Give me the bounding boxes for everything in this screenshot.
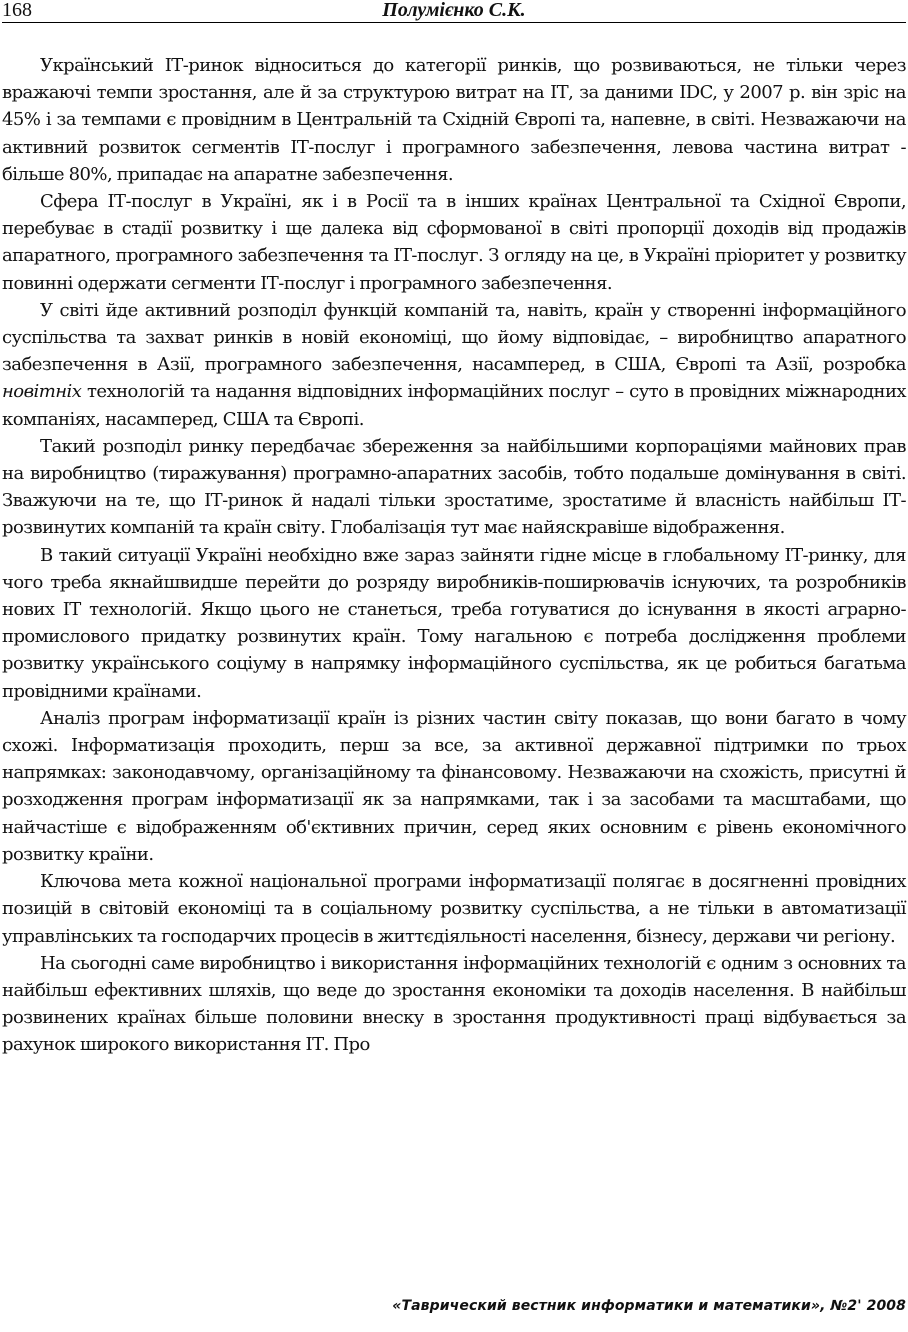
journal-footer: «Таврический вестник информатики и математики», №2' 2008: [392, 1298, 906, 1314]
paragraph-6: Аналіз програм інформатизації країн із різних частин світу показав, що вони багато в чому схожі. Інформатизація проходить, перш за все, за активної державної підтримки по трьох напрямках: законодавчому, організаційному та фінансовому. Незважаючи на схожість, присутні й розходження програм інформатизації як за напрямками, так і за засобами та масштабами, що найчастіше є відображенням об'єктивних причин, серед яких основним є рівень економічного розвитку країни.: [2, 707, 906, 865]
running-header: [2, 0, 906, 23]
author-name: Полумієнко С.К.: [382, 0, 526, 21]
paragraph-7: Ключова мета кожної національної програми інформатизації полягає в досягненні провідних позицій в світовій економіці та в соціальному розвитку суспільства, а не тільки в автоматизації управлінських та господарчих процесів в життєдіяльності населення, бізнесу, держави чи регіону.: [2, 871, 906, 947]
paragraph-3-emphasis: новітніх: [2, 381, 82, 403]
paragraph-3-text-after: технологій та надання відповідних інформаційних послуг – суто в провідних міжнародних компаніях, насамперед, США та Європі.: [2, 381, 906, 430]
paragraph-5: В такий ситуації Україні необхідно вже зараз зайняти гідне місце в глобальному ІТ-ринку, для чого треба якнайшвидше перейти до розряду виробників-поширювачів існуючих, та розробників нових ІТ технологій. Якщо цього не станеться, треба готуватися до існування в якості аграрно-промислового придатку розвинутих країн. Тому нагальною є потреба дослідження проблеми розвитку українського соціуму в напрямку інформаційного суспільства, як це робиться багатьма провідними країнами.: [2, 544, 906, 702]
article-body: [2, 52, 906, 1059]
paragraph-4: Такий розподіл ринку передбачає збереження за найбільшими корпораціями майнових прав на виробництво (тиражування) програмно-апаратних засобів, тобто подальше домінування в світі. Зважуючи на те, що ІТ-ринок й надалі тільки зростатиме, зростатиме й власність найбільш ІТ-розвинутих компаній та країн світу. Глобалізація тут має найяскравіше відображення.: [2, 435, 906, 539]
paragraph-1: Український ІТ-ринок відноситься до категорії ринків, що розвиваються, не тільки через вражаючі темпи зростання, але й за структурою витрат на ІТ, за даними IDC, у 2007 р. він зріс на 45% і за темпами є провідним в Центральній та Східній Європі та, напевне, в світі. Незважаючи на активний розвиток сегментів ІТ-послуг і програмного забезпечення, левова частина витрат - більше 80%, припадає на апаратне забезпечення.: [2, 55, 906, 185]
paragraph-2: Сфера ІТ-послуг в Україні, як і в Росії та в інших країнах Центральної та Східної Європи, перебуває в стадії розвитку і ще далека від сформованої в світі пропорції доходів від продажів апаратного, програмного забезпечення та ІТ-послуг. З огляду на це, в Україні пріоритет у розвитку повинні одержати сегменти ІТ-послуг і програмного забезпечення.: [2, 191, 906, 294]
paragraph-8: На сьогодні саме виробництво і використання інформаційних технологій є одним з основних та найбільш ефективних шляхів, що веде до зростання економіки та доходів населення. В найбільш розвинених країнах більше половини внеску в зростання продуктивності праці відбувається за рахунок широкого використання ІТ. Про: [2, 952, 906, 1056]
paragraph-3: [2, 297, 906, 433]
page-number: 168: [2, 0, 32, 21]
paragraph-3-text-before: У світі йде активний розподіл функцій компаній та, навіть, країн у створенні інформаційного суспільства та захват ринків в новій економіці, що йому відповідає, – виробництво апаратного забезпечення в Азії, програмного забезпечення, насамперед, в США, Європі та Азії, розробка: [2, 299, 906, 376]
